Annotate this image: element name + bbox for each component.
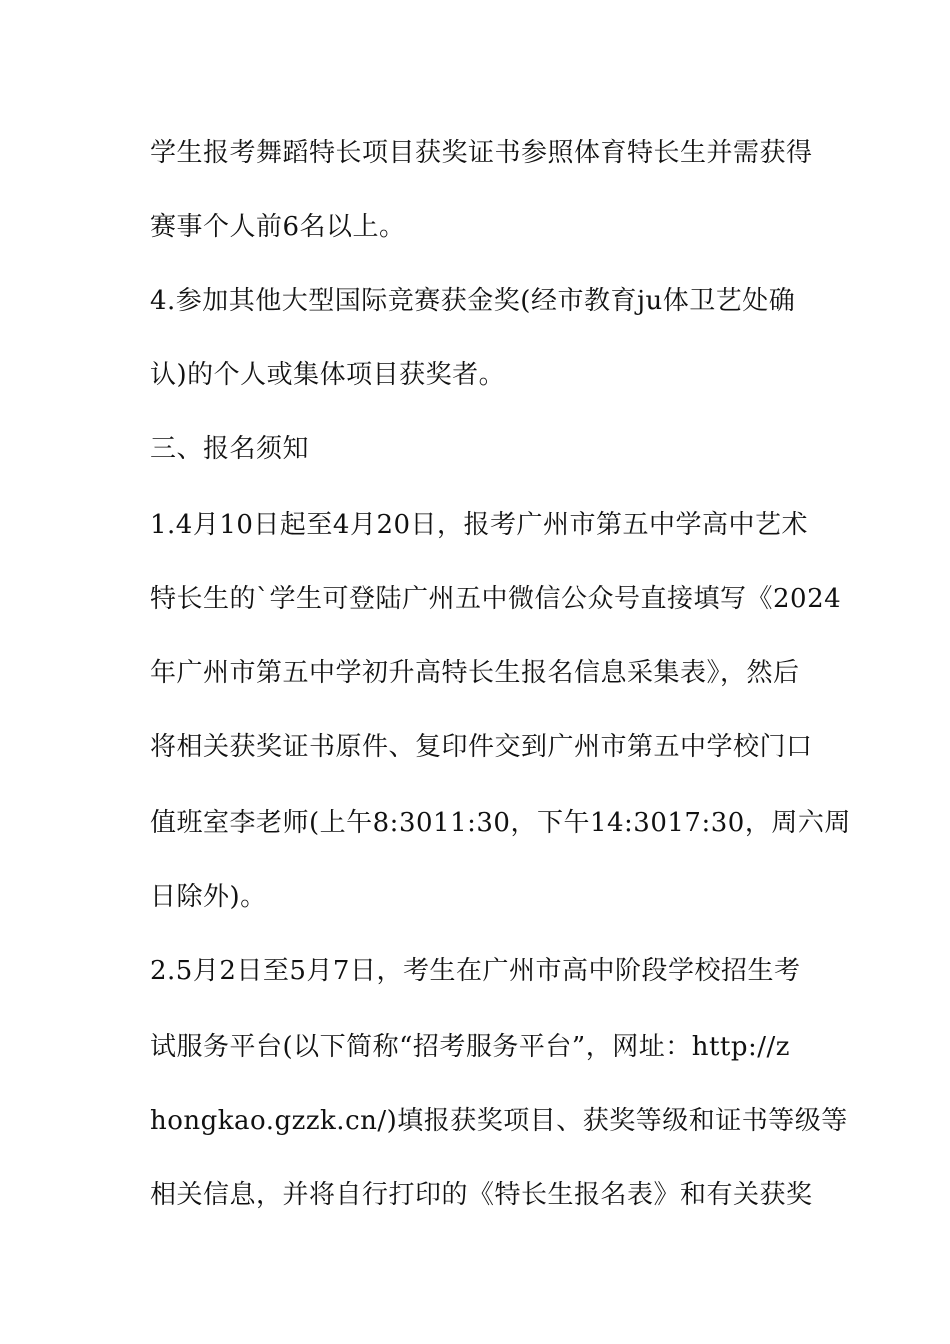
text-line: 将相关获奖证书原件、复印件交到广州市第五中学校门口 [150,732,813,762]
text-line: 学生报考舞蹈特长项目获奖证书参照体育特长生并需获得 [150,138,813,168]
text-line: hongkao.gzzk.cn/)填报获奖项目、获奖等级和证书等级等 [150,1106,848,1136]
text-line: 相关信息，并将自行打印的《特长生报名表》和有关获奖 [150,1180,813,1210]
text-line: 特长生的`学生可登陆广州五中微信公众号直接填写《2024 [150,584,842,614]
text-line: 2.5月2日至5月7日，考生在广州市高中阶段学校招生考 [150,956,801,986]
text-line: 试服务平台(以下简称“招考服务平台”，网址：http://z [150,1032,790,1062]
text-line: 认)的个人或集体项目获奖者。 [150,360,506,390]
text-line: 值班室李老师(上午8:3011:30，下午14:3017:30，周六周 [150,808,851,838]
text-line: 年广州市第五中学初升高特长生报名信息采集表》，然后 [150,658,800,688]
text-line: 4.参加其他大型国际竞赛获金奖(经市教育ju体卫艺处确 [150,286,796,316]
section-heading: 三、报名须知 [150,434,310,464]
text-line: 赛事个人前6名以上。 [150,212,406,242]
text-line: 日除外)。 [150,882,267,912]
text-line: 1.4月10日起至4月20日，报考广州市第五中学高中艺术 [150,510,809,540]
